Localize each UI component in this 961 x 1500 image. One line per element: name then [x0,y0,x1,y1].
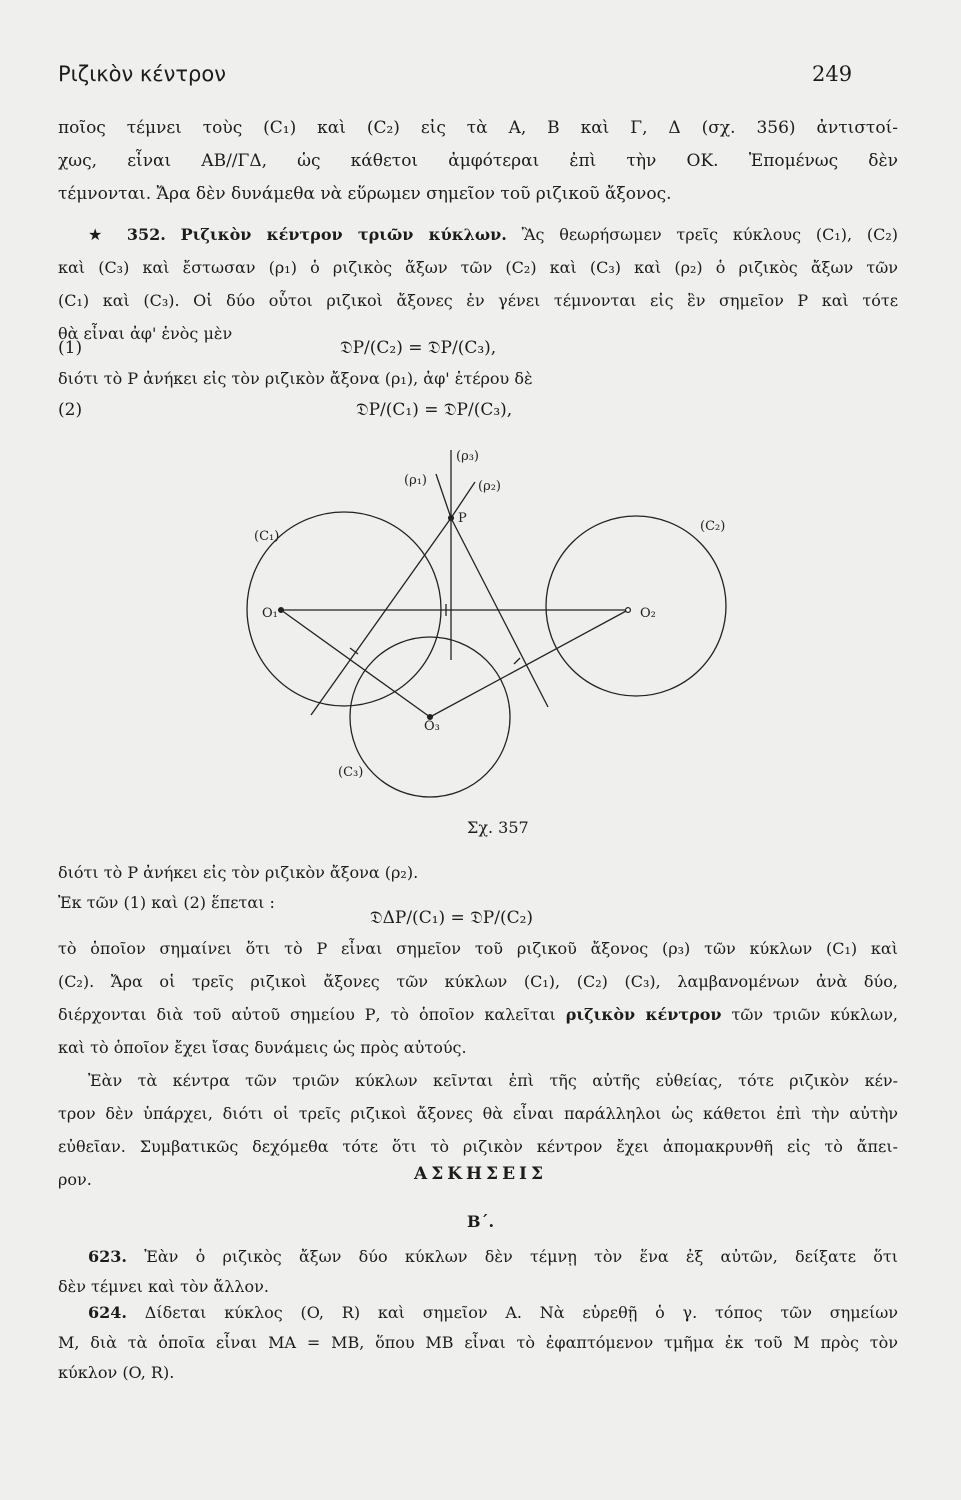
between-text [58,362,898,395]
section-number: 352. [126,225,166,244]
point-o1 [279,608,284,613]
text-line: τὸ ὁποῖον σημαίνει ὅτι τὸ Ρ εἶναι σημεῖον τοῦ ριζικοῦ ἄξονος (ρ₃) τῶν κύκλων (C₁) καὶ [58,939,898,958]
term-radical-center: ριζικὸν κέντρον [565,1005,722,1024]
tick-mark [514,658,520,664]
star-mark: ★ [88,225,113,244]
label-rho1: (ρ₁) [404,473,427,488]
axis-rho1 [311,518,451,715]
text-segment: Δίδεται κύκλος (O, R) καὶ σημεῖον Α. Νὰ εὑρεθῇ ὁ γ. τόπος τῶν σημείων [144,1303,898,1322]
section-heading: Ριζικὸν κέντρον τριῶν κύκλων. [180,225,507,244]
text-line: καὶ (C₃) καὶ ἔστωσαν (ρ₁) ὁ ριζικὸς ἄξων τῶν (C₂) καὶ (C₃) καὶ (ρ₂) ὁ ριζικὸς ἄξων τῶν [58,258,898,277]
exercise-623 [58,1242,898,1302]
text-line: εὐθεῖαν. Συμβατικῶς δεχόμεθα τότε ὅτι τὸ ριζικὸν κέντρον ἔχει ἀπομακρυνθῆ εἰς τὸ ἄπει- [58,1137,898,1156]
exercise-number: 624. [88,1303,127,1322]
text-line: θὰ εἶναι ἀφ' ἑνὸς μὲν [58,324,233,343]
text-segment: διέρχονται διὰ τοῦ αὐτοῦ σημείου Ρ, τὸ ὁποῖον καλεῖται [58,1005,556,1024]
axis-rho1-upper [436,474,451,518]
equation-2: 𝔇P/(C₁) = 𝔇P/(C₃), [356,400,513,420]
label-rho2: (ρ₂) [478,479,501,494]
text-line: Ἐὰν τὰ κέντρα τῶν τριῶν κύκλων κεῖνται ἐπὶ τῆς αὐτῆς εὐθείας, τότε ριζικὸν κέν- [88,1071,898,1090]
exercise-624 [58,1298,898,1388]
exercises-group: Β΄. [466,1212,495,1231]
line-o2-o3 [430,610,628,717]
exercises-heading: ΑΣΚΗΣΕΙΣ [414,1164,547,1184]
text-line: ποῖος τέμνει τοὺς (C₁) καὶ (C₂) εἰς τὰ Α, Β καὶ Γ, Δ (σχ. 356) ἀντιστοί- [58,118,898,138]
text-line: τρον δὲν ὑπάρχει, διότι οἱ τρεῖς ριζικοὶ ἄξονες θὰ εἶναι παράλληλοι ὡς κάθετοι ἐπὶ τὴν αὐτὴν [58,1104,898,1123]
circle-c2 [546,516,726,696]
text-line: τέμνονται. Ἄρα δὲν δυνάμεθα νὰ εὕρωμεν σημεῖον τοῦ ριζικοῦ ἄξονος. [58,184,672,204]
figure-caption: Σχ. 357 [467,818,529,837]
text-segment: τῶν τριῶν κύκλων, [731,1005,899,1024]
text-line [58,1242,898,1272]
equation-1: 𝔇P/(C₂) = 𝔇P/(C₃), [340,338,497,358]
label-o1: O₁ [262,606,278,621]
label-c3: (C₃) [338,765,364,780]
text-line: Μ, διὰ τὰ ὁποῖα εἶναι ΜΑ = ΜΒ, ὅπου ΜΒ εἶναι τὸ ἐφαπτόμενον τμῆμα ἐκ τοῦ Μ πρὸς τὸν [58,1333,898,1352]
figure-357 [0,430,961,820]
text-line: κύκλον (O, R). [58,1363,175,1382]
text-line: χως, εἶναι ΑΒ//ΓΔ, ὡς κάθετοι ἀμφότεραι ἐπὶ τὴν ΟΚ. Ἐπομένως δὲν [58,151,898,171]
label-o2: O₂ [640,606,656,621]
text-line: Ἐκ τῶν (1) καὶ (2) ἕπεται : [58,893,275,912]
equation-1-number: (1) [58,338,83,358]
equation-2-number: (2) [58,400,83,420]
label-rho3: (ρ₃) [456,449,479,464]
paragraph-intro [58,112,898,211]
point-p [449,516,454,521]
label-p: P [458,511,467,526]
text-segment: Ἐὰν ὁ ριζικὸς ἄξων δύο κύκλων δὲν τέμνῃ τὸν ἕνα ἐξ αὐτῶν, δείξατε ὅτι [144,1247,898,1266]
point-o2 [626,608,631,613]
section-352 [58,218,898,350]
equation-3: 𝔇ΔP/(C₁) = 𝔇P/(C₂) [370,908,534,928]
section-heading-line [58,218,898,251]
text-line: (C₁) καὶ (C₃). Οἱ δύο οὗτοι ριζικοὶ ἄξονες ἐν γένει τέμνονται εἰς ἓν σημεῖον Ρ καὶ τότε [58,291,898,310]
page-number: 249 [812,62,853,86]
paragraph-radical-center [58,932,898,1064]
section-text: Ἂς θεωρήσωμεν τρεῖς κύκλους (C₁), (C₂) [521,225,899,244]
text-line: ρον. [58,1170,92,1189]
text-line: δὲν τέμνει καὶ τὸν ἄλλον. [58,1277,269,1296]
text-line [58,1298,898,1328]
text-line: διότι τὸ Ρ ἀνήκει εἰς τὸν ριζικὸν ἄξονα (ρ₂). [58,863,419,882]
line-o1-o3 [281,610,430,717]
label-o3: O₃ [424,719,440,734]
label-c2: (C₂) [700,519,726,534]
exercise-number: 623. [88,1247,127,1266]
text-line [58,998,898,1031]
text-line: καὶ τὸ ὁποῖον ἔχει ἴσας δυνάμεις ὡς πρὸς αὐτούς. [58,1038,467,1057]
label-c1: (C₁) [254,529,280,544]
running-title: Ριζικὸν κέντρον [58,62,226,86]
text-line: διότι τὸ Ρ ἀνήκει εἰς τὸν ριζικὸν ἄξονα (ρ₁), ἀφ' ἑτέρου δὲ [58,369,533,388]
text-line: (C₂). Ἄρα οἱ τρεῖς ριζικοὶ ἄξονες τῶν κύκλων (C₁), (C₂) (C₃), λαμβανομένων ἀνὰ δύο, [58,972,898,991]
